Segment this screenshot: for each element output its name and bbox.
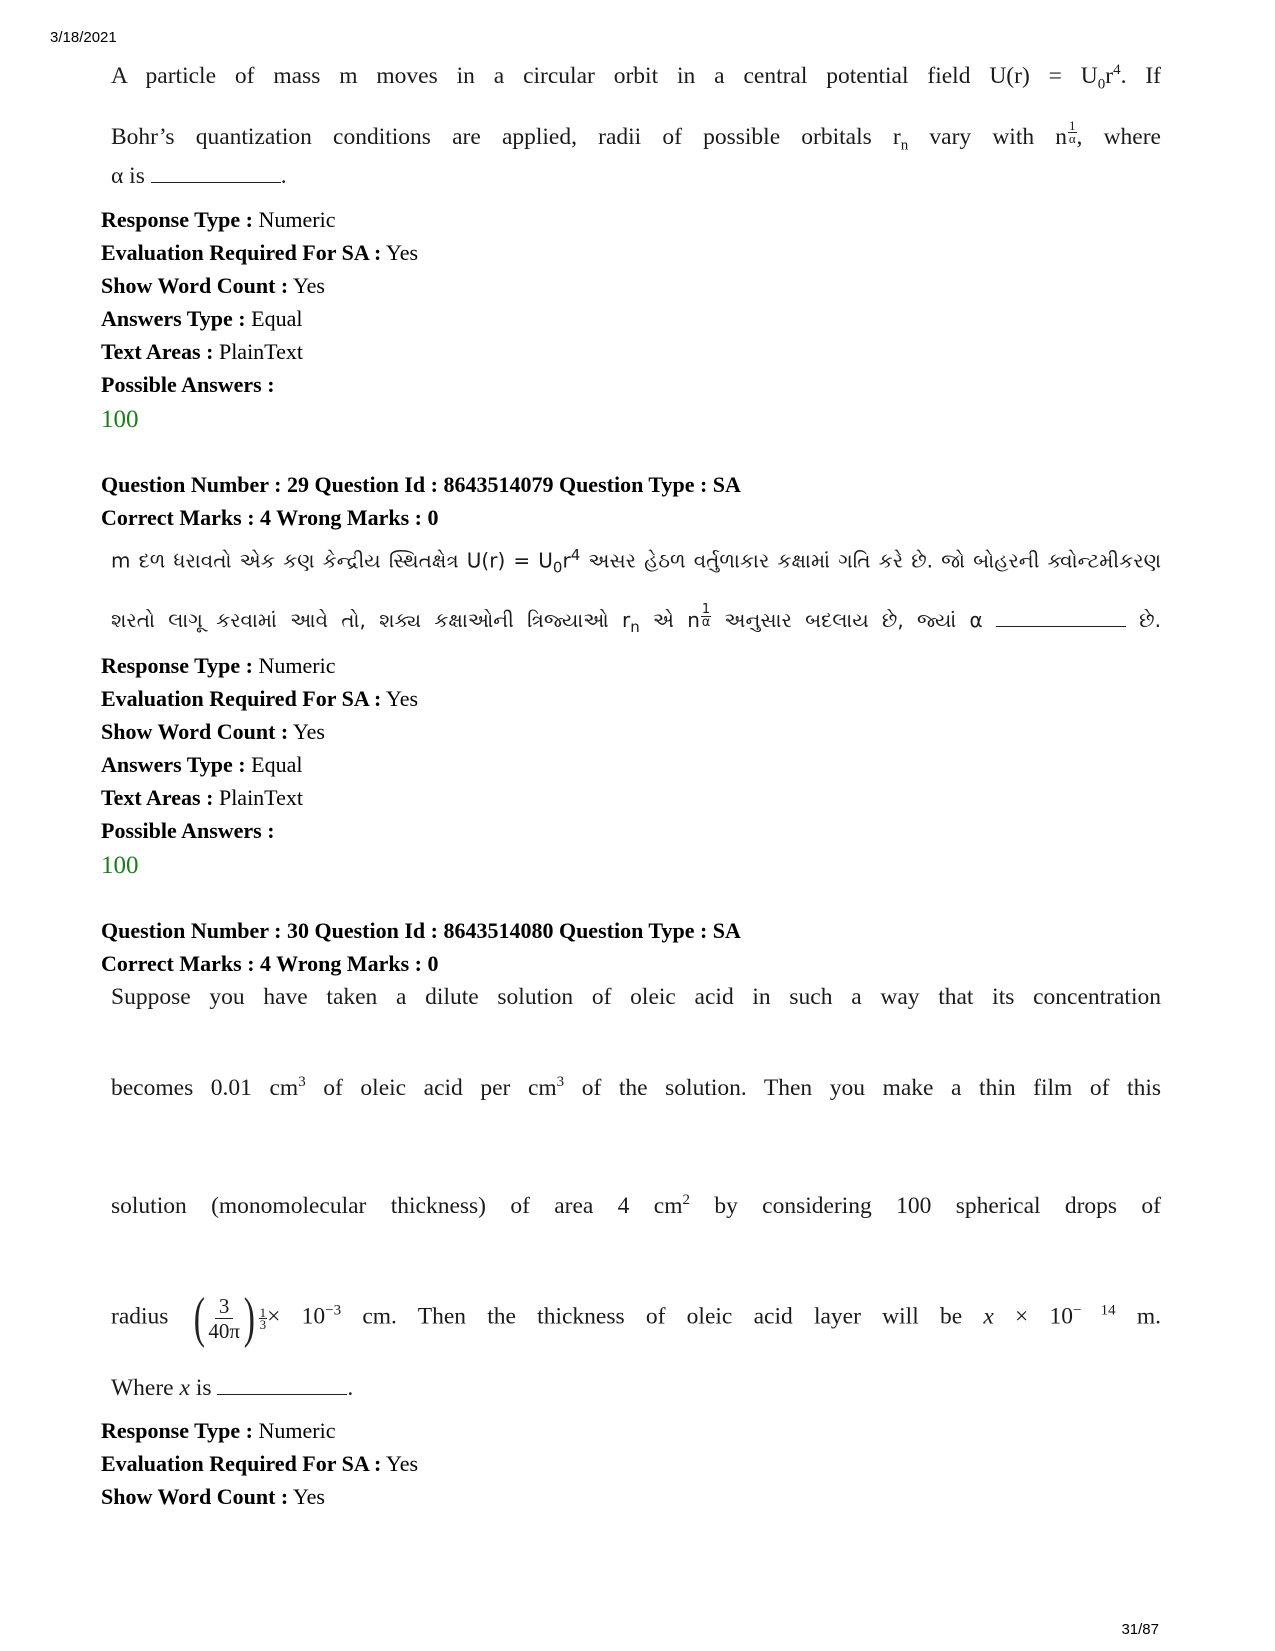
page-number: 31/87: [1121, 1621, 1159, 1638]
q29-exponent: $\frac{1}{\alpha}$: [701, 602, 711, 630]
q30-meta: [101, 1414, 1161, 1513]
print-date: 3/18/2021: [50, 29, 117, 46]
q29-header: [101, 468, 1161, 534]
meta-row: Possible Answers :: [101, 818, 275, 843]
q30-text-line1: Suppose you have taken a dilute solution of oleic acid in such a way that its concentration: [111, 984, 1161, 1010]
answer-blank: [996, 606, 1126, 627]
meta-row: Text Areas : PlainText: [101, 339, 303, 364]
radius-expression: ( 3 40π ) 1 3: [193, 1287, 267, 1349]
question-header: Question Number : 30 Question Id : 8643514080 Question Type : SA: [101, 918, 741, 943]
marks-header: Correct Marks : 4 Wrong Marks : 0: [101, 505, 439, 530]
meta-row: Answers Type : Equal: [101, 752, 303, 777]
meta-row: Answers Type : Equal: [101, 306, 303, 331]
meta-row: Evaluation Required For SA : Yes: [101, 240, 419, 265]
meta-row: Response Type : Numeric: [101, 207, 336, 232]
q28-exponent: $\frac{1}{\alpha}$: [1068, 118, 1076, 146]
q30-text-line5: Where x is .: [111, 1375, 354, 1401]
q29-text-line1: m દળ ધરાવતો એક કણ કેન્દ્રીય સ્થિતક્ષેત્ર $U(r) = U_0r^4$ અસર હેઠળ વર્તુળાકાર કક્ષામાં ગતિ કરે છે. જો બોહરની ક્વોન્ટમીકરણ: [111, 546, 1162, 577]
meta-row: Evaluation Required For SA : Yes: [101, 686, 419, 711]
meta-row: Response Type : Numeric: [101, 653, 336, 678]
q29-meta: [101, 649, 1161, 885]
q30-header: [101, 914, 1161, 980]
q28-text-line1: A particle of mass m moves in a circular orbit in a central potential field $U(r) = U_0r^4$. If: [111, 62, 1162, 93]
q30-text-line4: radius ( 3 40π ) 1 3 × $10^{-3}$ cm. Then the thickness of oleic acid layer will be $x \times 10^{- 14}$ m.: [111, 1287, 1162, 1349]
meta-row: Possible Answers :: [101, 372, 275, 397]
possible-answer: 100: [101, 406, 139, 433]
q30-text-line2: becomes 0.01 $cm^3$ of oleic acid per $cm^3$ of the solution. Then you make a thin film of this: [111, 1074, 1161, 1101]
meta-row: Show Word Count : Yes: [101, 719, 325, 744]
meta-row: Response Type : Numeric: [101, 1418, 336, 1443]
possible-answer: 100: [101, 852, 139, 879]
answer-blank: [217, 1374, 347, 1395]
meta-row: Show Word Count : Yes: [101, 1484, 325, 1509]
q28-meta: [101, 203, 1161, 439]
answer-blank: [151, 162, 281, 183]
marks-header: Correct Marks : 4 Wrong Marks : 0: [101, 951, 439, 976]
q30-text-line3: solution (monomolecular thickness) of area 4 $cm^2$ by considering 100 spherical drops of: [111, 1192, 1161, 1219]
q28-text-line3: α is .: [111, 163, 287, 189]
q28-text-line2: Bohr’s quantization conditions are applied, radii of possible orbitals $r_n$ vary with n $\frac{1}{\alpha}$ , where: [111, 118, 1161, 154]
meta-row: Show Word Count : Yes: [101, 273, 325, 298]
meta-row: Text Areas : PlainText: [101, 785, 303, 810]
meta-row: Evaluation Required For SA : Yes: [101, 1451, 419, 1476]
question-header: Question Number : 29 Question Id : 8643514079 Question Type : SA: [101, 472, 741, 497]
q29-text-line2: શરતો લાગૂ કરવામાં આવે તો, શક્ય કક્ષાઓની ત્રિજ્યાઓ $r_n$ એ n $\frac{1}{\alpha}$ અનુસાર બદલાય છે, જ્યાં α છે.: [111, 602, 1161, 636]
